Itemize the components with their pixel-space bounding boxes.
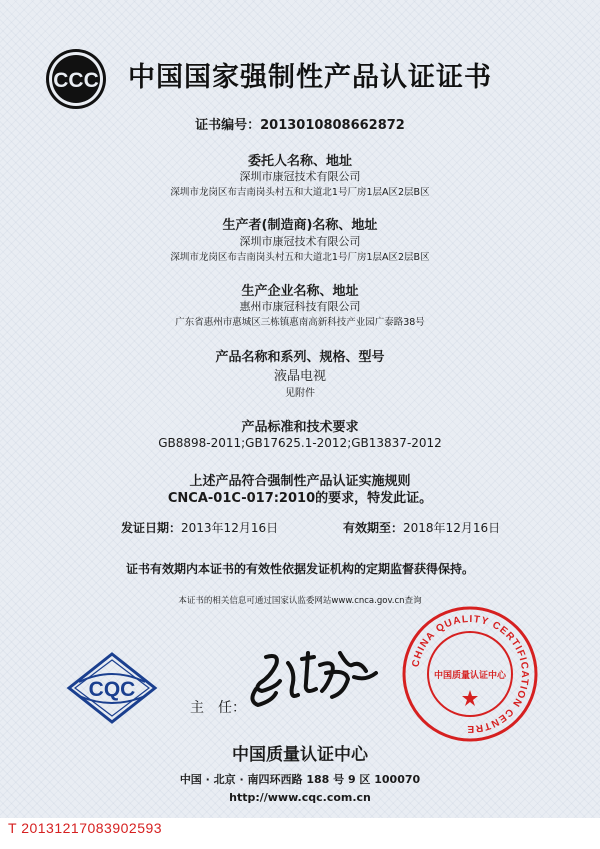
serial-number: T 20131217083902593 bbox=[8, 820, 163, 836]
factory-heading: 生产企业名称、地址 bbox=[241, 284, 359, 299]
factory-address: 广东省惠州市惠城区三栋镇惠南高新科技产业园广泰路38号 bbox=[175, 317, 425, 328]
ccc-logo bbox=[44, 47, 108, 111]
issuer-address: 中国 · 北京 · 南四环西路 188 号 9 区 100070 bbox=[179, 773, 421, 786]
conformity-line-1: 上述产品符合强制性产品认证实施规则 bbox=[189, 474, 411, 489]
validity-note: 证书有效期内本证书的有效性依据发证机构的定期监督获得保持。 bbox=[125, 562, 474, 576]
expiry-date bbox=[343, 519, 500, 536]
issue-date bbox=[121, 519, 278, 536]
factory-name: 惠州市康冠科技有限公司 bbox=[239, 300, 361, 313]
product-note: 见附件 bbox=[285, 388, 315, 399]
issuer-name: 中国质量认证中心 bbox=[232, 745, 368, 765]
seal-ring-text: CHINA QUALITY CERTIFICATION CENTRE bbox=[410, 613, 531, 735]
client-address: 深圳市龙岗区布吉南岗头村五和大道北1号厂房1层A区2层B区 bbox=[170, 187, 430, 198]
certificate-number: 证书编号：2013010808662872 bbox=[195, 118, 405, 133]
director-signature bbox=[236, 643, 386, 713]
issue-date-label: 发证日期： bbox=[121, 521, 182, 535]
client-heading: 委托人名称、地址 bbox=[247, 154, 352, 169]
cqc-logo-text: CQC bbox=[88, 678, 136, 701]
manufacturer-address: 深圳市龙岗区布吉南岗头村五和大道北1号厂房1层A区2层B区 bbox=[170, 252, 430, 263]
manufacturer-name: 深圳市康冠技术有限公司 bbox=[239, 235, 361, 248]
expiry-date-label: 有效期至： bbox=[343, 521, 404, 535]
product-name: 液晶电视 bbox=[273, 369, 326, 384]
query-note: 本证书的相关信息可通过国家认监委网站www.cnca.gov.cn查询 bbox=[178, 596, 422, 606]
issue-date-value: 2013年12月16日 bbox=[181, 521, 279, 535]
expiry-date-value: 2018年12月16日 bbox=[403, 521, 501, 535]
product-heading: 产品名称和系列、规格、型号 bbox=[215, 350, 385, 365]
standards-heading: 产品标准和技术要求 bbox=[241, 420, 359, 435]
standards-value: GB8898-2011;GB17625.1-2012;GB13837-2012 bbox=[158, 436, 442, 450]
manufacturer-heading: 生产者(制造商)名称、地址 bbox=[222, 218, 378, 233]
issuer-website: http://www.cqc.com.cn bbox=[229, 791, 371, 804]
director-label: 主 任： bbox=[190, 700, 246, 716]
seal-inner-text: 中国质量认证中心 bbox=[433, 671, 507, 681]
certification-seal bbox=[400, 604, 540, 744]
cqc-logo bbox=[65, 652, 159, 724]
ccc-logo-text: CCC bbox=[53, 69, 99, 92]
client-name: 深圳市康冠技术有限公司 bbox=[239, 170, 361, 183]
certificate-title: 中国国家强制性产品认证证书 bbox=[128, 62, 492, 93]
conformity-line-2: CNCA-01C-017:2010的要求，特发此证。 bbox=[167, 491, 433, 506]
